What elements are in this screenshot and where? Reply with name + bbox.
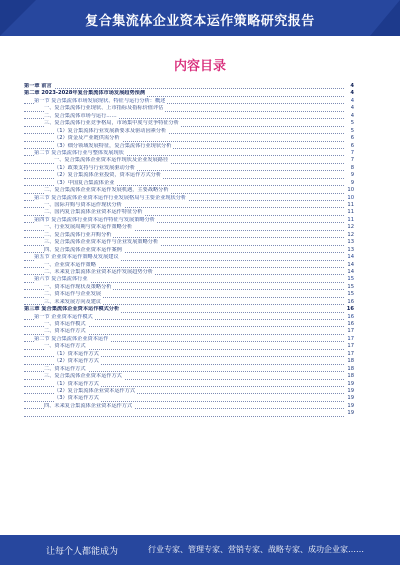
toc-entry-label: 一、复合集流体企业资本运作现状及企业发展路径	[54, 157, 169, 164]
toc-entry-page: 11	[347, 209, 354, 216]
toc-entry-label: 四、未来复合集流体企业资本运作方式	[44, 402, 133, 409]
footer-slogan: 让每个人都能成为	[46, 547, 119, 557]
toc-entry-page: 6	[350, 142, 354, 149]
toc-entry-label: 三、未来发展方向及建议	[44, 298, 102, 305]
toc-entry-label: 第三章 复合集流体企业资本运作模式分析	[24, 306, 120, 313]
toc-entry-label: 第二章 2023-2028年复合集流体市场发展趋势预测	[24, 90, 146, 97]
toc-entry-page: 4	[350, 83, 354, 89]
toc-entry-page: 15	[347, 291, 354, 298]
toc-entry-page: 5	[350, 127, 354, 134]
toc-entry-page: 15	[347, 283, 354, 290]
toc-entry[interactable]	[24, 410, 354, 417]
toc-entry-label: 一、行业发展周期与资本运作策略分析	[44, 224, 133, 231]
toc-entry-label: （2）复合集流体企业资本运作方式	[54, 387, 136, 394]
toc-entry-page: 15	[347, 276, 354, 283]
toc-entry-page: 16	[347, 321, 354, 327]
report-title: 复合集流体企业资本运作策略研究报告	[85, 14, 315, 29]
toc-entry-page: 16	[347, 298, 354, 305]
toc-entry-page: 13	[347, 246, 354, 253]
toc-entry-label: 第一章 前言	[24, 83, 52, 89]
toc-entry-label: （2）复合集流体企业投资，资本运作方式分析	[54, 172, 162, 179]
table-of-contents	[24, 83, 354, 418]
toc-entry-label: 二、资本运作方式	[44, 365, 86, 372]
toc-entry-label: 二、复合集流体市场与运行……	[44, 112, 117, 119]
toc-entry-page: 7	[350, 157, 354, 164]
page-footer	[0, 535, 400, 565]
toc-entry-page: 4	[350, 112, 354, 119]
toc-entry-page: 4	[350, 105, 354, 112]
toc-entry-page: 9	[350, 172, 354, 179]
toc-entry-label: 一、资本运作模式	[44, 321, 86, 327]
toc-entry-label: 第二节 复合集流体企业资本运作	[34, 335, 109, 342]
toc-entry-label: 二、复合集流体行业并购分析	[44, 231, 112, 238]
page-header	[0, 0, 400, 36]
toc-entry-label: 第一节 复合集流体市场发展现状、特征与运行分析：概述	[34, 97, 166, 104]
toc-entry-label: 二、资本运作方式	[44, 328, 86, 335]
toc-entry-page: 9	[350, 179, 354, 186]
toc-entry-label: 三、复合集流体企业资本运作与企业发展策略分析	[44, 239, 159, 246]
toc-entry-label: （1）资本运作方式	[54, 380, 99, 387]
toc-entry-label: 第二节 复合集流体行业与整体发展现状	[34, 149, 124, 156]
toc-entry-page: 17	[347, 343, 354, 350]
toc-entry-page: 17	[347, 350, 354, 357]
toc-entry-label: 一、国际并购与资本运作现状分析	[44, 202, 122, 208]
toc-entry-label: （3）资本运作方式	[54, 395, 99, 402]
toc-entry-label: 一、企业资本运作策略	[44, 261, 96, 268]
toc-entry-page: 6	[350, 135, 354, 142]
toc-entry-label: 三、复合集流体企业资本运作方式	[44, 373, 122, 380]
footer-tagline: 行业专家、管理专家、营销专家、战略专家、成功企业家……	[148, 545, 364, 554]
toc-entry-label: 二、未来复合集流体企业资本运作发展趋势分析	[44, 268, 153, 275]
toc-entry-page: 14	[347, 261, 354, 268]
toc-entry-page: 7	[350, 149, 354, 156]
toc-entry-page: 14	[347, 254, 354, 261]
toc-entry-page: 10	[347, 194, 354, 201]
toc-entry-label: 一、资本运作方式	[44, 343, 86, 350]
toc-entry-label: 二、资本运作与企业发展	[44, 291, 102, 298]
toc-entry-page: 18	[347, 358, 354, 365]
toc-entry-label: 第三节 复合集流体企业资本运作行业发展格局与主要企业现状分析	[34, 194, 187, 201]
toc-entry-label: 三、复合集流体行业竞争格局，市场集中度与竞争特征分析	[44, 120, 179, 127]
toc-entry-label: （1）资本运作方式	[54, 350, 99, 357]
toc-entry-label: （1）政策支持与行业发展驱动分析	[54, 164, 136, 171]
toc-entry-label: （3）细分领域发展特征，复合集流体行业现状分析	[54, 142, 172, 149]
toc-entry-label: （1）复合集流体行业发展新要求及驱动因素分析	[54, 127, 167, 134]
toc-entry-label: （3）中国复合集流体企业	[54, 179, 115, 186]
toc-entry-page: 19	[347, 395, 354, 402]
toc-entry-label: 二、复合集流体企业资本运作发展机遇，主要战略分析	[44, 187, 169, 194]
toc-entry-page: 11	[347, 216, 354, 223]
toc-entry-label: 第五节 企业资本运作策略及发展建议	[34, 254, 119, 261]
toc-entry-page: 8	[350, 164, 354, 171]
toc-entry-label: 第四节 复合集流体行业资本运作特征与发展策略分析	[34, 216, 155, 223]
toc-entry-label: 一、资本运作现状及策略分析	[44, 283, 112, 290]
toc-entry-page: 16	[347, 313, 354, 320]
toc-entry-label: 第六节 复合集流体行业	[34, 276, 88, 283]
toc-entry-page: 19	[347, 387, 354, 394]
toc-entry-page: 5	[350, 120, 354, 127]
toc-entry-page: 10	[347, 187, 354, 194]
toc-entry-page: 11	[347, 202, 354, 208]
toc-entry-label: 四、复合集流体企业资本运作案例	[44, 246, 122, 253]
toc-entry-page: 18	[347, 365, 354, 372]
toc-entry-page: 16	[346, 306, 354, 313]
toc-entry-page: 19	[347, 380, 354, 387]
toc-entry-page: 19	[347, 410, 354, 417]
toc-entry-page: 12	[347, 231, 354, 238]
toc-entry-label: 二、国内复合集流体企业资本运作特征分析	[44, 209, 143, 216]
toc-entry-label: （2）资金及产业链供需分析	[54, 135, 120, 142]
toc-entry-label: 第一节 企业资本运作模式	[34, 313, 93, 320]
toc-entry-page: 19	[347, 402, 354, 409]
toc-heading: 内容目录	[173, 59, 226, 74]
toc-entry-label: （2）资本运作方式	[54, 358, 99, 365]
toc-entry-label: 一、复合集流体行业现状、上市指标及指标价值评估	[44, 105, 164, 112]
toc-entry-page: 4	[350, 97, 354, 104]
toc-entry-page: 17	[347, 335, 354, 342]
toc-entry-page: 12	[347, 224, 354, 231]
toc-leader-dots	[24, 408, 344, 416]
toc-entry-page: 18	[347, 373, 354, 380]
toc-entry-page: 14	[347, 268, 354, 275]
toc-entry-page: 17	[347, 328, 354, 335]
toc-entry-page: 13	[347, 239, 354, 246]
toc-entry-page: 4	[350, 90, 354, 97]
